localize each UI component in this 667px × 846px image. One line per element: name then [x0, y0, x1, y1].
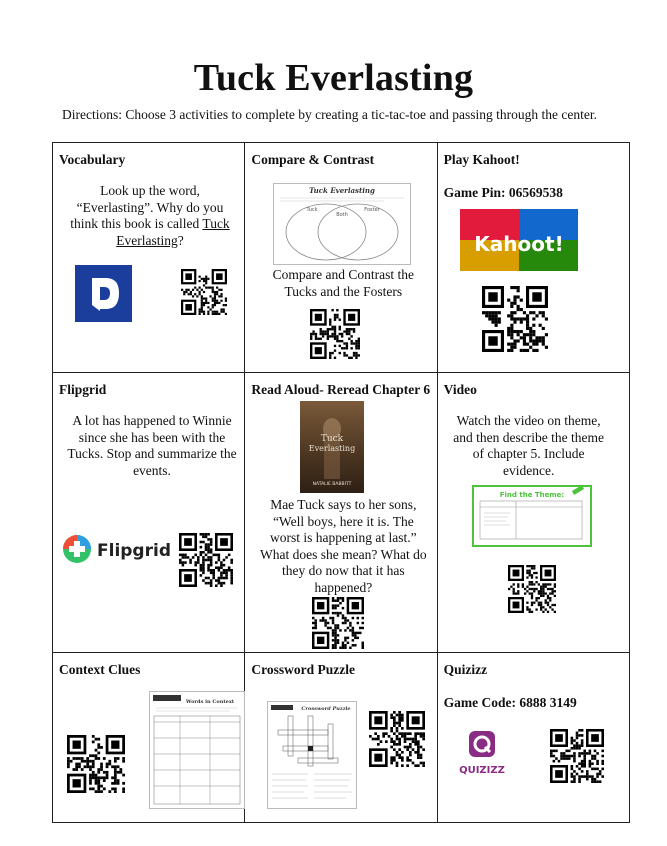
venn-right-label: Foster	[364, 207, 381, 213]
kahoot-logo-icon[interactable]	[460, 209, 578, 271]
heading-flipgrid: Flipgrid	[59, 382, 107, 397]
cell-quizizz	[437, 653, 629, 823]
cell-crossword	[245, 653, 437, 823]
heading-video: Video	[443, 382, 477, 397]
quizizz-game-code: Game Code: 6888 3149	[443, 695, 577, 710]
flipgrid-prompt: A lot has happened to Winnie since she has been with the Tucks. Stop and summarize the events.	[67, 413, 237, 478]
compare-prompt: Compare and Contrast the Tucks and the Fosters	[272, 267, 414, 299]
video-thumb-title: Find the Theme:	[499, 491, 564, 499]
flipgrid-logo-icon	[63, 535, 91, 563]
context-worksheet-title: Words in Context	[185, 699, 235, 705]
cover-title-1: Tuck	[321, 434, 344, 444]
heading-crossword: Crossword Puzzle	[251, 662, 355, 677]
crossword-worksheet-image	[267, 701, 357, 809]
read-aloud-prompt: Mae Tuck says to her sons, “Well boys, here it is. The worst is happening at last.” What does she mean? What do they do now that it has happened?	[260, 497, 427, 595]
cell-read-aloud	[245, 373, 437, 653]
cell-context-clues	[53, 653, 245, 823]
qr-code-icon[interactable]	[369, 711, 425, 767]
quizizz-logo-icon	[469, 731, 495, 757]
heading-context-clues: Context Clues	[59, 662, 141, 677]
dictionary-logo-icon	[75, 265, 132, 322]
flipgrid-logo[interactable]	[61, 533, 177, 565]
heading-vocabulary: Vocabulary	[59, 152, 126, 167]
video-thumbnail[interactable]	[472, 485, 592, 547]
quizizz-logo[interactable]	[452, 731, 512, 779]
cell-flipgrid	[53, 373, 245, 653]
book-title-part1: Tuck	[202, 216, 230, 231]
quizizz-logo-text: QUIZIZZ	[458, 765, 505, 776]
heading-read-aloud: Read Aloud- Reread Chapter 6	[251, 382, 431, 397]
context-worksheet-image	[149, 691, 245, 809]
venn-worksheet-image	[273, 183, 411, 265]
cell-compare-contrast	[245, 143, 437, 373]
kahoot-logo-text: Kahoot!	[473, 232, 564, 256]
directions-text: Directions: Choose 3 activities to complete by creating a tic-tac-toe and passing through the center.	[62, 107, 597, 122]
qr-code-icon[interactable]	[181, 269, 227, 315]
page-title: Tuck Everlasting	[193, 57, 474, 99]
qr-code-icon[interactable]	[508, 565, 556, 613]
book-title-part2: Everlasting	[116, 232, 178, 248]
video-prompt: Watch the video on theme, and then describe the theme of chapter 5. Include evidence.	[453, 413, 604, 478]
qr-code-icon[interactable]	[550, 729, 604, 783]
flipgrid-logo-text: Flipgrid	[97, 541, 171, 561]
activity-grid	[52, 142, 630, 823]
kahoot-game-pin: Game Pin: 06569538	[443, 185, 563, 200]
venn-left-label: Tuck	[306, 207, 318, 213]
book-cover-image	[300, 401, 364, 493]
cell-kahoot	[437, 143, 629, 373]
venn-title: Tuck Everlasting	[309, 186, 376, 195]
vocabulary-prompt: Look up the word, “Everlasting”. Why do you think this book is called Tuck Everlasting?	[70, 183, 230, 248]
cell-vocabulary	[53, 143, 245, 373]
heading-quizizz: Quizizz	[443, 662, 488, 677]
crossword-worksheet-title: Crossword Puzzle	[301, 706, 351, 712]
venn-mid-label: Both	[336, 212, 349, 218]
qr-code-icon[interactable]	[310, 309, 360, 359]
qr-code-icon[interactable]	[312, 597, 364, 649]
qr-code-icon[interactable]	[67, 735, 125, 793]
heading-kahoot: Play Kahoot!	[443, 152, 520, 167]
cover-title-2: Everlasting	[309, 444, 356, 453]
qr-code-icon[interactable]	[179, 533, 233, 587]
heading-compare-contrast: Compare & Contrast	[251, 152, 375, 167]
cover-author: NATALIE BABBITT	[312, 482, 352, 487]
cell-video	[437, 373, 629, 653]
qr-code-icon[interactable]	[482, 286, 548, 352]
